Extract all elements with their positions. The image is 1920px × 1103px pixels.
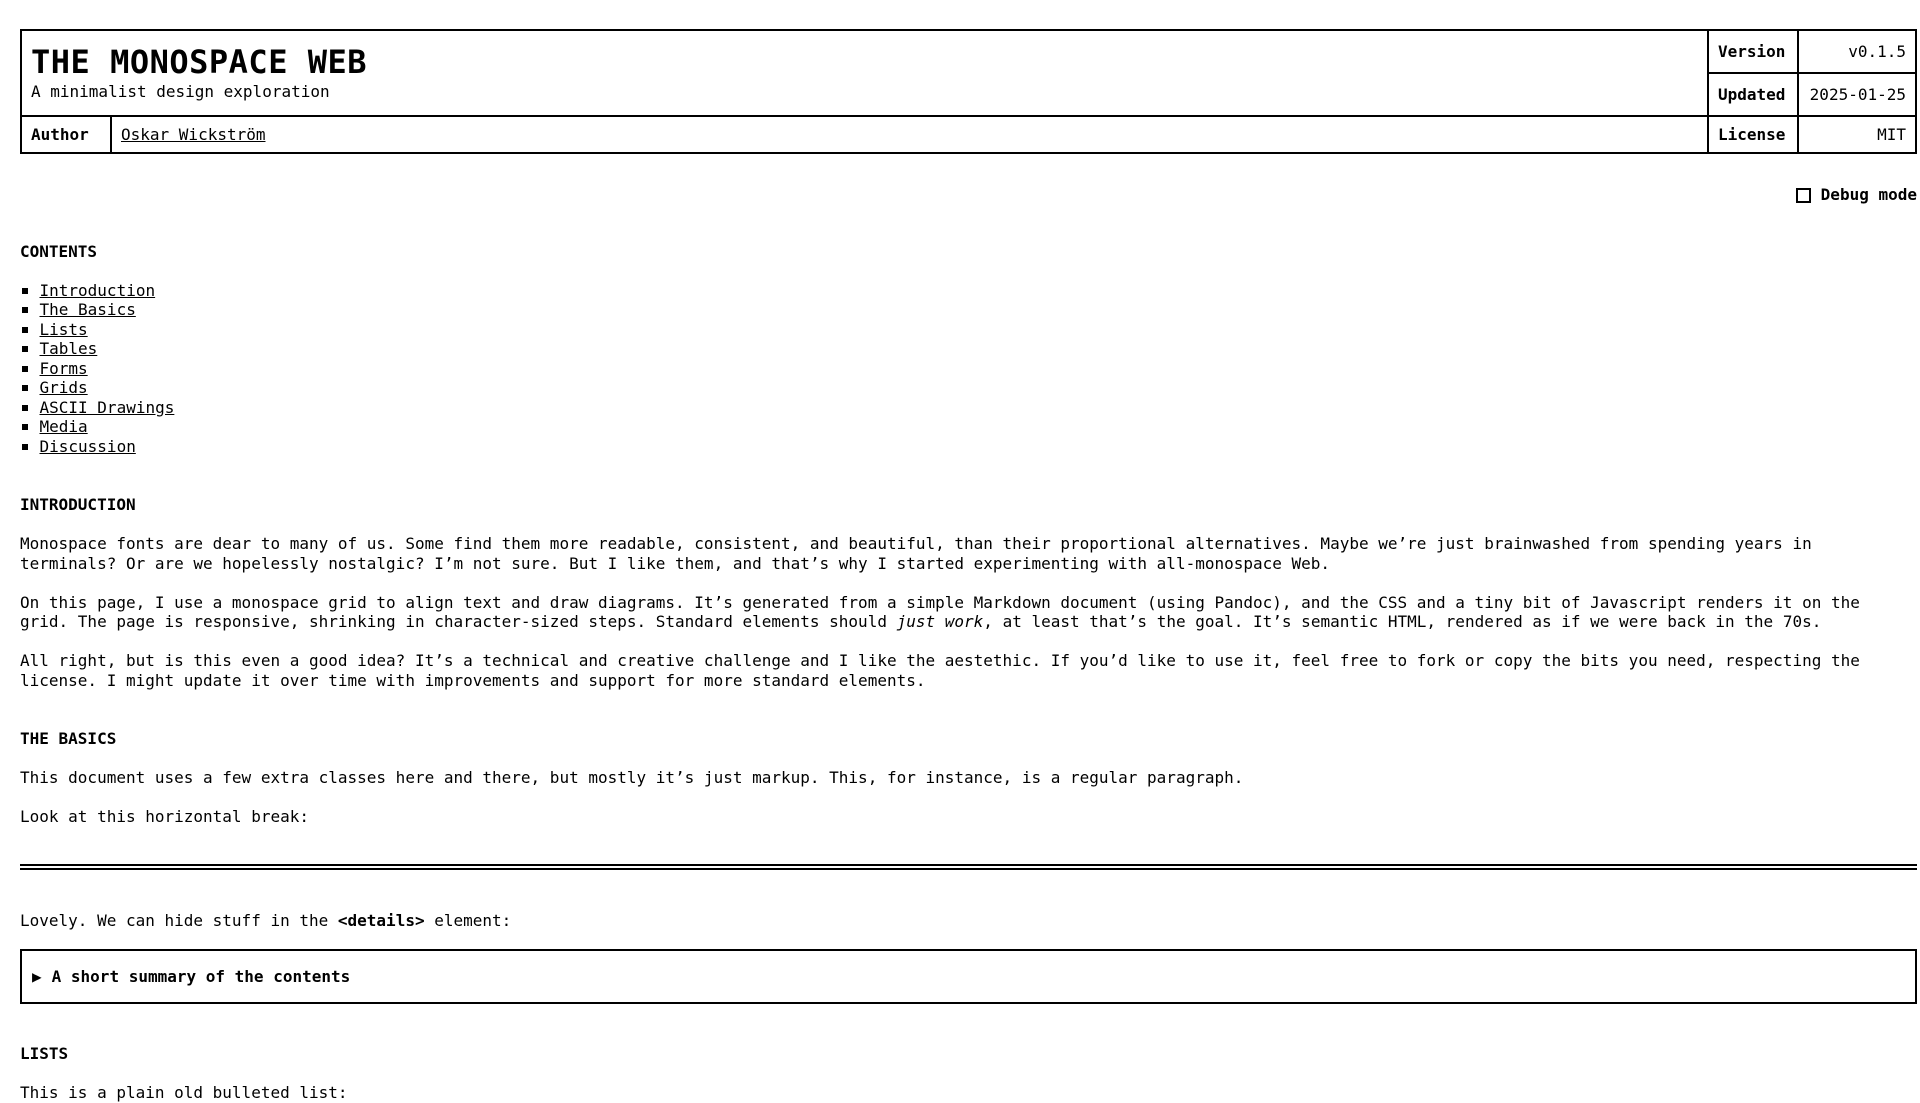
author-link[interactable]: Oskar Wickström — [121, 124, 266, 144]
basics-paragraph-2: Look at this horizontal break: — [20, 807, 309, 826]
lists-heading: LISTS — [20, 1044, 69, 1063]
version-label: Version — [1708, 30, 1798, 73]
toc-link-ascii-drawings[interactable]: ASCII Drawings — [39, 397, 175, 417]
details-summary[interactable] — [20, 949, 1917, 1004]
basics-paragraph-3 — [20, 911, 1917, 931]
toc-link-forms[interactable]: Forms — [39, 358, 88, 378]
toc-item-ascii-drawings — [20, 398, 1917, 418]
intro-p2-text-a: On this page, I use a monospace grid to align text and draw diagrams. It’s generated from a simple Markdown document (using Pandoc), and the CSS and a tiny bit of Javascript renders it on the grid. The page is responsive, shrinking in character-sized steps. Standard elements should — [20, 592, 1860, 631]
toc-item-tables — [20, 339, 1917, 359]
debug-toggle[interactable] — [20, 184, 1917, 206]
debug-label: Debug mode — [1820, 185, 1917, 205]
intro-paragraph-2 — [20, 593, 1917, 632]
license-value: MIT — [1798, 116, 1916, 153]
toc-item-media — [20, 417, 1917, 437]
introduction-heading: INTRODUCTION — [20, 495, 136, 514]
toc-link-discussion[interactable]: Discussion — [39, 436, 136, 456]
page-title: THE MONOSPACE WEB — [31, 43, 368, 82]
author-cell — [111, 116, 1708, 153]
intro-p2-emphasis: just work — [896, 612, 984, 631]
toc-link-grids[interactable]: Grids — [39, 378, 88, 397]
horizontal-break — [20, 864, 1917, 870]
toc-link-media[interactable]: Media — [39, 417, 88, 436]
author-label: Author — [21, 116, 111, 153]
toc-link-lists[interactable]: Lists — [39, 319, 88, 339]
toc-item-lists — [20, 320, 1917, 340]
basics-p3-text-b: element: — [424, 910, 512, 930]
basics-p3-text-a: Lovely. We can hide stuff in the — [20, 910, 338, 930]
toc-item-basics — [20, 300, 1917, 320]
toc-link-basics[interactable]: The Basics — [39, 300, 136, 319]
license-label: License — [1708, 116, 1798, 153]
triangle-right-icon: ▶ — [32, 966, 42, 986]
basics-heading: THE BASICS — [20, 729, 117, 748]
toc-link-introduction[interactable]: Introduction — [39, 280, 156, 300]
table-of-contents — [20, 281, 1917, 457]
version-value: v0.1.5 — [1798, 30, 1916, 73]
toc-item-grids — [20, 378, 1917, 398]
contents-heading: CONTENTS — [20, 242, 98, 261]
page — [20, 0, 1917, 1103]
debug-checkbox[interactable] — [1796, 188, 1811, 203]
updated-label: Updated — [1708, 73, 1798, 116]
toc-item-forms — [20, 359, 1917, 379]
toc-link-tables[interactable]: Tables — [39, 339, 98, 358]
lists-paragraph-1: This is a plain old bulleted list: — [20, 1083, 348, 1102]
intro-paragraph-3: All right, but is this even a good idea? It’s a technical and creative challenge and I like the aestethic. If you’d like to use it, feel free to fork or copy the bits you need, respecting the license. I might update it over time with improvements and support for more standard elements. — [20, 651, 1860, 690]
title-cell — [21, 30, 1708, 116]
details-code: <details> — [337, 910, 425, 930]
basics-paragraph-1: This document uses a few extra classes here and there, but mostly it’s just markup. This, for instance, is a regular paragraph. — [20, 768, 1244, 787]
details-summary-label: A short summary of the contents — [51, 966, 351, 986]
updated-value: 2025-01-25 — [1798, 73, 1916, 116]
toc-item-introduction — [20, 281, 1917, 301]
intro-paragraph-1: Monospace fonts are dear to many of us. Some find them more readable, consistent, and beautiful, than their proportional alternatives. Maybe we’re just brainwashed from spending years in terminals? Or are we hopelessly nostalgic? I’m not sure. But I like them, and that’s why I started experimenting with all-monospace Web. — [20, 534, 1812, 573]
toc-item-discussion — [20, 437, 1917, 457]
page-subtitle: A minimalist design exploration — [31, 82, 330, 102]
intro-p2-text-b: , at least that’s the goal. It’s semantic HTML, rendered as if we were back in the 70s. — [983, 612, 1822, 631]
header-table — [20, 29, 1917, 154]
